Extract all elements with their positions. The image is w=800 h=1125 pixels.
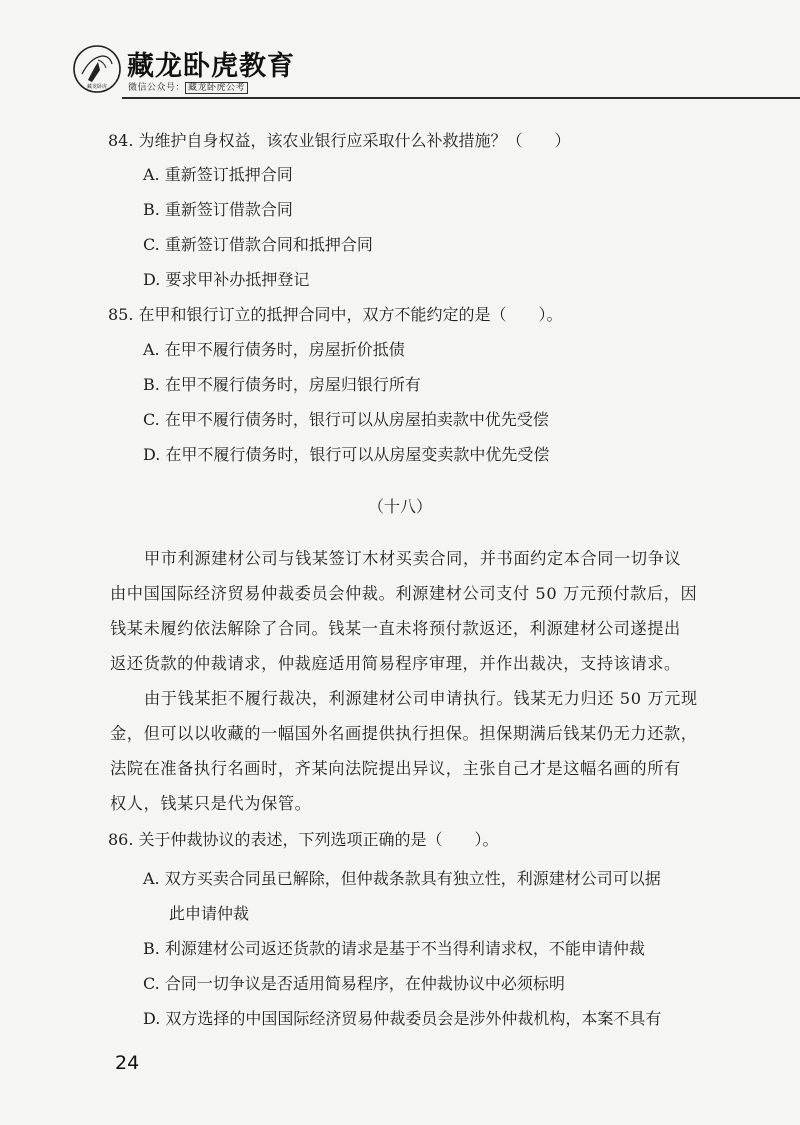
question-85-stem: 85. 在甲和银行订立的抵押合同中，双方不能约定的是（ ）。 — [108, 305, 563, 324]
paragraph-2-line: 权人，钱某只是代为保管。 — [110, 794, 312, 813]
question-86-option-a: A. 双方买卖合同虽已解除，但仲裁条款具有独立性，利源建材公司可以据 — [143, 869, 661, 888]
question-84-option-d: D. 要求甲补办抵押登记 — [143, 270, 310, 289]
question-84-stem: 84. 为维护自身权益，该农业银行应采取什么补救措施？（ ） — [108, 131, 571, 150]
question-86-option-c: C. 合同一切争议是否适用简易程序，在仲裁协议中必须标明 — [143, 974, 565, 993]
question-85-option-b: B. 在甲不履行债务时，房屋归银行所有 — [143, 375, 421, 394]
brand-subtitle — [126, 80, 250, 93]
paragraph-2-line: 法院在准备执行名画时，齐某向法院提出异议，主张自己才是这幅名画的所有 — [110, 759, 681, 778]
question-84-option-b: B. 重新签订借款合同 — [143, 200, 293, 219]
header-rule — [122, 97, 800, 99]
question-86-option-d: D. 双方选择的中国国际经济贸易仲裁委员会是涉外仲裁机构，本案不具有 — [143, 1009, 662, 1028]
question-86-stem: 86. 关于仲裁协议的表述，下列选项正确的是（ ）。 — [108, 830, 499, 849]
paragraph-1-line: 返还货款的仲裁请求，仲裁庭适用简易程序审理，并作出裁决，支持该请求。 — [110, 654, 681, 673]
question-86-option-a-cont: 此申请仲裁 — [169, 904, 250, 923]
paragraph-2-line: 金，但可以以收藏的一幅国外名画提供执行担保。担保期满后钱某仍无力还款， — [110, 724, 698, 743]
question-85-option-d: D. 在甲不履行债务时，银行可以从房屋变卖款中优先受偿 — [143, 445, 550, 464]
page-number: 24 — [115, 1052, 140, 1074]
brand-title: 藏龙卧虎教育 — [127, 51, 295, 82]
tiger-logo-icon — [72, 44, 122, 94]
paragraph-2-line: 由于钱某拒不履行裁决，利源建材公司申请执行。钱某无力归还 50 万元现 — [144, 689, 698, 708]
question-85-option-c: C. 在甲不履行债务时，银行可以从房屋拍卖款中优先受偿 — [143, 410, 549, 429]
paragraph-1-line: 甲市利源建材公司与钱某签订木材买卖合同，并书面约定本合同一切争议 — [144, 549, 682, 568]
logo-caption: 藏龙卧虎 — [86, 84, 108, 90]
section-heading: （十八） — [367, 497, 432, 516]
question-86-option-b: B. 利源建材公司返还货款的请求是基于不当得利请求权，不能申请仲裁 — [143, 939, 645, 958]
page-header — [0, 0, 800, 100]
paragraph-1-line: 钱某未履约依法解除了合同。钱某一直未将预付款返还，利源建材公司遂提出 — [110, 619, 681, 638]
subtitle-account: 藏龙卧虎公考 — [185, 82, 248, 94]
subtitle-wechat: 微信公众号： — [128, 83, 186, 93]
question-84-option-c: C. 重新签订借款合同和抵押合同 — [143, 235, 373, 254]
paragraph-1-line: 由中国国际经济贸易仲裁委员会仲裁。利源建材公司支付 50 万元预付款后，因 — [110, 584, 698, 603]
question-84-option-a: A. 重新签订抵押合同 — [143, 165, 293, 184]
question-85-option-a: A. 在甲不履行债务时，房屋折价抵债 — [143, 340, 405, 359]
